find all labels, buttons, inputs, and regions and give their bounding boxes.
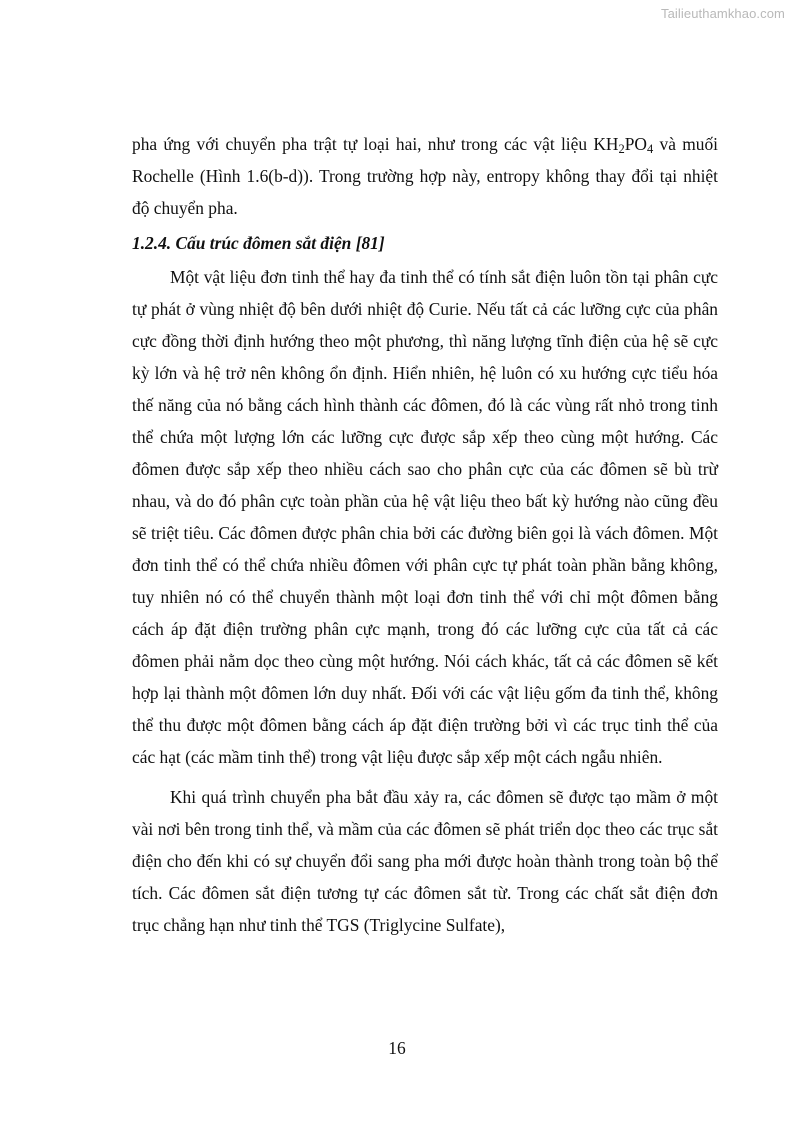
watermark: Tailieuthamkhao.com: [660, 6, 785, 21]
subscript: 4: [646, 142, 654, 157]
paragraph-domain-structure: Một vật liệu đơn tinh thể hay đa tinh thể có tính sắt điện luôn tồn tại phân cực tự phát ở vùng nhiệt độ bên dưới nhiệt độ Curie. Nếu tất cả các lưỡng cực của phân cực đồng thời định hướng theo một phương, thì năng lượng tĩnh điện của hệ sẽ cực kỳ lớn và hệ trở nên không ổn định. Hiển nhiên, hệ luôn có xu hướng cực tiểu hóa thế năng của nó bằng cách hình thành các đômen, đó là các vùng rất nhỏ trong tinh thể chứa một lượng lớn các lưỡng cực được sắp xếp theo cùng một hướng. Các đômen được sắp xếp theo nhiều cách sao cho phân cực của các đômen sẽ bù trừ nhau, và do đó phân cực toàn phần của hệ vật liệu theo bất kỳ hướng nào cũng đều sẽ triệt tiêu. Các đômen được phân chia bởi các đường biên gọi là vách đômen. Một đơn tinh thể có thể chứa nhiều đômen với phân cực tự phát toàn phần bằng không, tuy nhiên nó có thể chuyển thành một loại đơn tinh thể với chỉ một đômen bằng cách áp đặt điện trường phân cực mạnh, trong đó các lưỡng cực của tất cả các đômen phải nằm dọc theo cùng một hướng. Nói cách khác, tất cả các đômen sẽ kết hợp lại thành một đômen lớn duy nhất. Đối với các vật liệu gốm đa tinh thể, không thể thu được một đômen bằng cách áp đặt điện trường bởi vì các trục tinh thể của các hạt (các mầm tinh thể) trong vật liệu được sắp xếp một cách ngẫu nhiên.: [132, 267, 718, 767]
paragraph-text: pha ứng với chuyển pha trật tự loại hai, như trong các vật liệu KH: [132, 134, 619, 154]
paragraph-phase-transition: [132, 128, 718, 224]
page-number: 16: [388, 1038, 406, 1058]
subscript: 2: [618, 142, 625, 157]
paragraph-domain-nucleation: Khi quá trình chuyển pha bắt đầu xảy ra, các đômen sẽ được tạo mầm ở một vài nơi bên trong tinh thể, và mầm của các đômen sẽ phát triển dọc theo các trục sắt điện cho đến khi có sự chuyển đổi sang pha mới được hoàn thành trong toàn bộ thể tích. Các đômen sắt điện tương tự các đômen sắt từ. Trong các chất sắt điện đơn trục chẳng hạn như tinh thể TGS (Triglycine Sulfate),: [132, 787, 718, 935]
paragraph-text: và muối Rochelle (Hình 1.6(b-d)). Trong trường hợp này, entropy không thay đổi tại nhiệt độ chuyển pha.: [132, 134, 719, 218]
formula-text: PO: [624, 134, 647, 154]
section-heading: 1.2.4. Cấu trúc đômen sắt điện [81]: [132, 233, 385, 253]
document-body: [132, 128, 718, 941]
